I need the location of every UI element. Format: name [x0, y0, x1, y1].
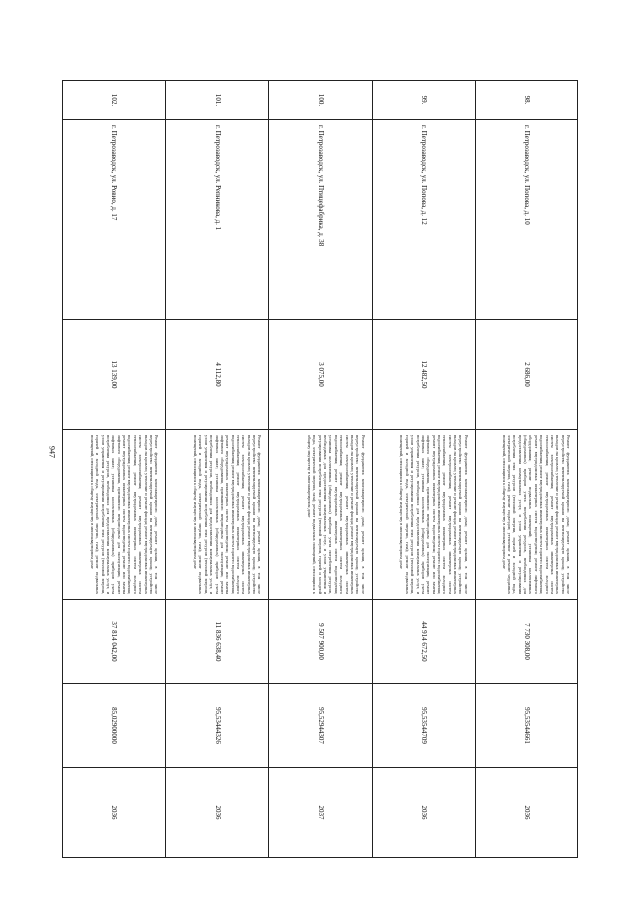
capital-repair-table	[62, 80, 578, 858]
repair-cost: 7 730 308,00	[476, 600, 577, 684]
planned-year: 2037	[269, 768, 371, 858]
repair-cost: 9 507 900,00	[269, 600, 371, 684]
building-address: г. Петрозаводск, ул. Репникова, д. 1	[166, 120, 268, 320]
building-address: г. Петрозаводск, ул. Птицефабрика, д. 38	[269, 120, 371, 320]
row-number: 102.	[63, 80, 165, 120]
table-row	[475, 80, 578, 858]
repair-works-list: Ремонт фундамента многоквартирного дома; ремонт крыши, в том числе переустройство невентилируемой крыши на вентилируемую крышу, устройство выходов на кровлю; утепление и ремонт фасада; ремонт внутридомовых инженерных систем электроснабжения; ремонт внутридомовых инженерных систем теплоснабжения; ремонт внутридомовых инженерных систем холодного водоснабжения; ремонт внутридомовых инженерных систем горячего водоснабжения; ремонт внутридомовых инженерных систем водоотведения; ремонт лифтового оборудования; ремонт подвальных помещений; установка коллективных (общедомовых) приборов учета потребления ресурсов, необходимых для предоставления коммунальных услуг, и узлов управления и регулирования потребления этих ресурсов (тепловой энергии, горячей и холодной воды, электрической энергии, газа); ремонт подъездов; утепление и ремонт чердачных помещений, относящихся к общему имуществу в многоквартирном доме	[476, 430, 577, 600]
row-number: 99.	[373, 80, 475, 120]
table-row	[372, 80, 475, 858]
rate-value: 95,53544709	[373, 684, 475, 768]
table-row	[165, 80, 268, 858]
repair-works-list: Ремонт фундамента многоквартирного дома; ремонт крыши, в том числе переустройство невентилируемой крыши на вентилируемую крышу, устройство выходов на кровлю; утепление и ремонт фасада; ремонт внутридомовых инженерных систем электроснабжения; ремонт внутридомовых инженерных систем теплоснабжения; ремонт внутридомовых инженерных систем холодного водоснабжения; ремонт внутридомовых инженерных систем водоотведения; установка коллективных (общедомовых) приборов учета потребления ресурсов, необходимых для предоставления коммунальных услуг, и узлов управления и регулирования потребления этих ресурсов (тепловой энергии, горячей и холодной воды, электрической энергии, газа); ремонт подвальных помещений, относящихся к общему имуществу в многоквартирном доме	[269, 430, 371, 600]
table-body	[62, 80, 578, 858]
row-number: 100.	[269, 80, 371, 120]
planned-year: 2036	[166, 768, 268, 858]
building-area: 13 139,00	[63, 320, 165, 430]
repair-cost: 44 914 672,50	[373, 600, 475, 684]
rate-value: 95,53544661	[476, 684, 577, 768]
repair-cost: 11 836 638,40	[166, 600, 268, 684]
building-address: г. Петрозаводск, ул. Попова, д. 12	[373, 120, 475, 320]
building-area: 2 686,00	[476, 320, 577, 430]
repair-works-list: Ремонт фундамента многоквартирного дома; ремонт крыши, в том числе переустройство невентилируемой крыши на вентилируемую крышу, устройство выходов на кровлю; утепление и ремонт фасада; ремонт внутридомовых инженерных систем электроснабжения; ремонт внутридомовых инженерных систем теплоснабжения; ремонт внутридомовых инженерных систем холодного водоснабжения; ремонт внутридомовых инженерных систем горячего водоснабжения; ремонт внутридомовых инженерных систем водоотведения; ремонт или замена лифтового оборудования, признанного непригодным для эксплуатации, ремонт лифтовых шахт; установка коллективных (общедомовых) приборов учета потребления ресурсов, необходимых для предоставления коммунальных услуг, и узлов управления и регулирования потребления этих ресурсов (тепловой энергии, горячей и холодной воды, электрической энергии, газа); ремонт подвальных помещений, относящихся к общему имуществу в многоквартирном доме	[166, 430, 268, 600]
repair-works-list: Ремонт фундамента многоквартирного дома; ремонт крыши, в том числе переустройство невентилируемой крыши на вентилируемую крышу, устройство выходов на кровлю; утепление и ремонт фасада; ремонт внутридомовых инженерных систем электроснабжения; ремонт внутридомовых инженерных систем теплоснабжения; ремонт внутридомовых инженерных систем холодного водоснабжения; ремонт внутридомовых инженерных систем горячего водоснабжения; ремонт внутридомовых инженерных систем водоотведения; ремонт или замена лифтового оборудования, признанного непригодным для эксплуатации, ремонт лифтовых шахт; установка коллективных (общедомовых) приборов учета потребления ресурсов, необходимых для предоставления коммунальных услуг, и узлов управления и регулирования потребления этих ресурсов (тепловой энергии, горячей и холодной воды, электрической энергии, газа); ремонт подвальных помещений, относящихся к общему имуществу в многоквартирном доме	[373, 430, 475, 600]
rate-value: 95,52944307	[269, 684, 371, 768]
building-area: 4 112,80	[166, 320, 268, 430]
planned-year: 2036	[373, 768, 475, 858]
repair-cost: 37 814 042,00	[63, 600, 165, 684]
building-address: г. Петрозаводск, ул. Ровио, д. 17	[63, 120, 165, 320]
building-area: 12 482,50	[373, 320, 475, 430]
planned-year: 2036	[63, 768, 165, 858]
table-row	[268, 80, 371, 858]
table-row	[62, 80, 165, 858]
page-number: 947	[47, 446, 57, 458]
row-number: 101.	[166, 80, 268, 120]
planned-year: 2036	[476, 768, 577, 858]
building-area: 3 075,00	[269, 320, 371, 430]
row-number: 98.	[476, 80, 577, 120]
repair-works-list: Ремонт фундамента многоквартирного дома; ремонт крыши, в том числе переустройство невентилируемой крыши на вентилируемую крышу, устройство выходов на кровлю; утепление и ремонт фасада; ремонт внутридомовых инженерных систем электроснабжения; ремонт внутридомовых инженерных систем теплоснабжения; ремонт внутридомовых инженерных систем холодного водоснабжения; ремонт внутридомовых инженерных систем горячего водоснабжения; ремонт внутридомовых инженерных систем водоотведения; ремонт или замена лифтового оборудования, признанного непригодным для эксплуатации, ремонт лифтовых шахт; установка коллективных (общедомовых) приборов учета потребления ресурсов, необходимых для предоставления коммунальных услуг, и узлов управления и регулирования потребления этих ресурсов (тепловой энергии, горячей и холодной воды, электрической энергии, газа); ремонт подвальных помещений, относящихся к общему имуществу в многоквартирном доме	[63, 430, 165, 600]
building-address: г. Петрозаводск, ул. Попова, д. 10	[476, 120, 577, 320]
rate-value: 95,53444326	[166, 684, 268, 768]
rate-value: 85,02900000	[63, 684, 165, 768]
